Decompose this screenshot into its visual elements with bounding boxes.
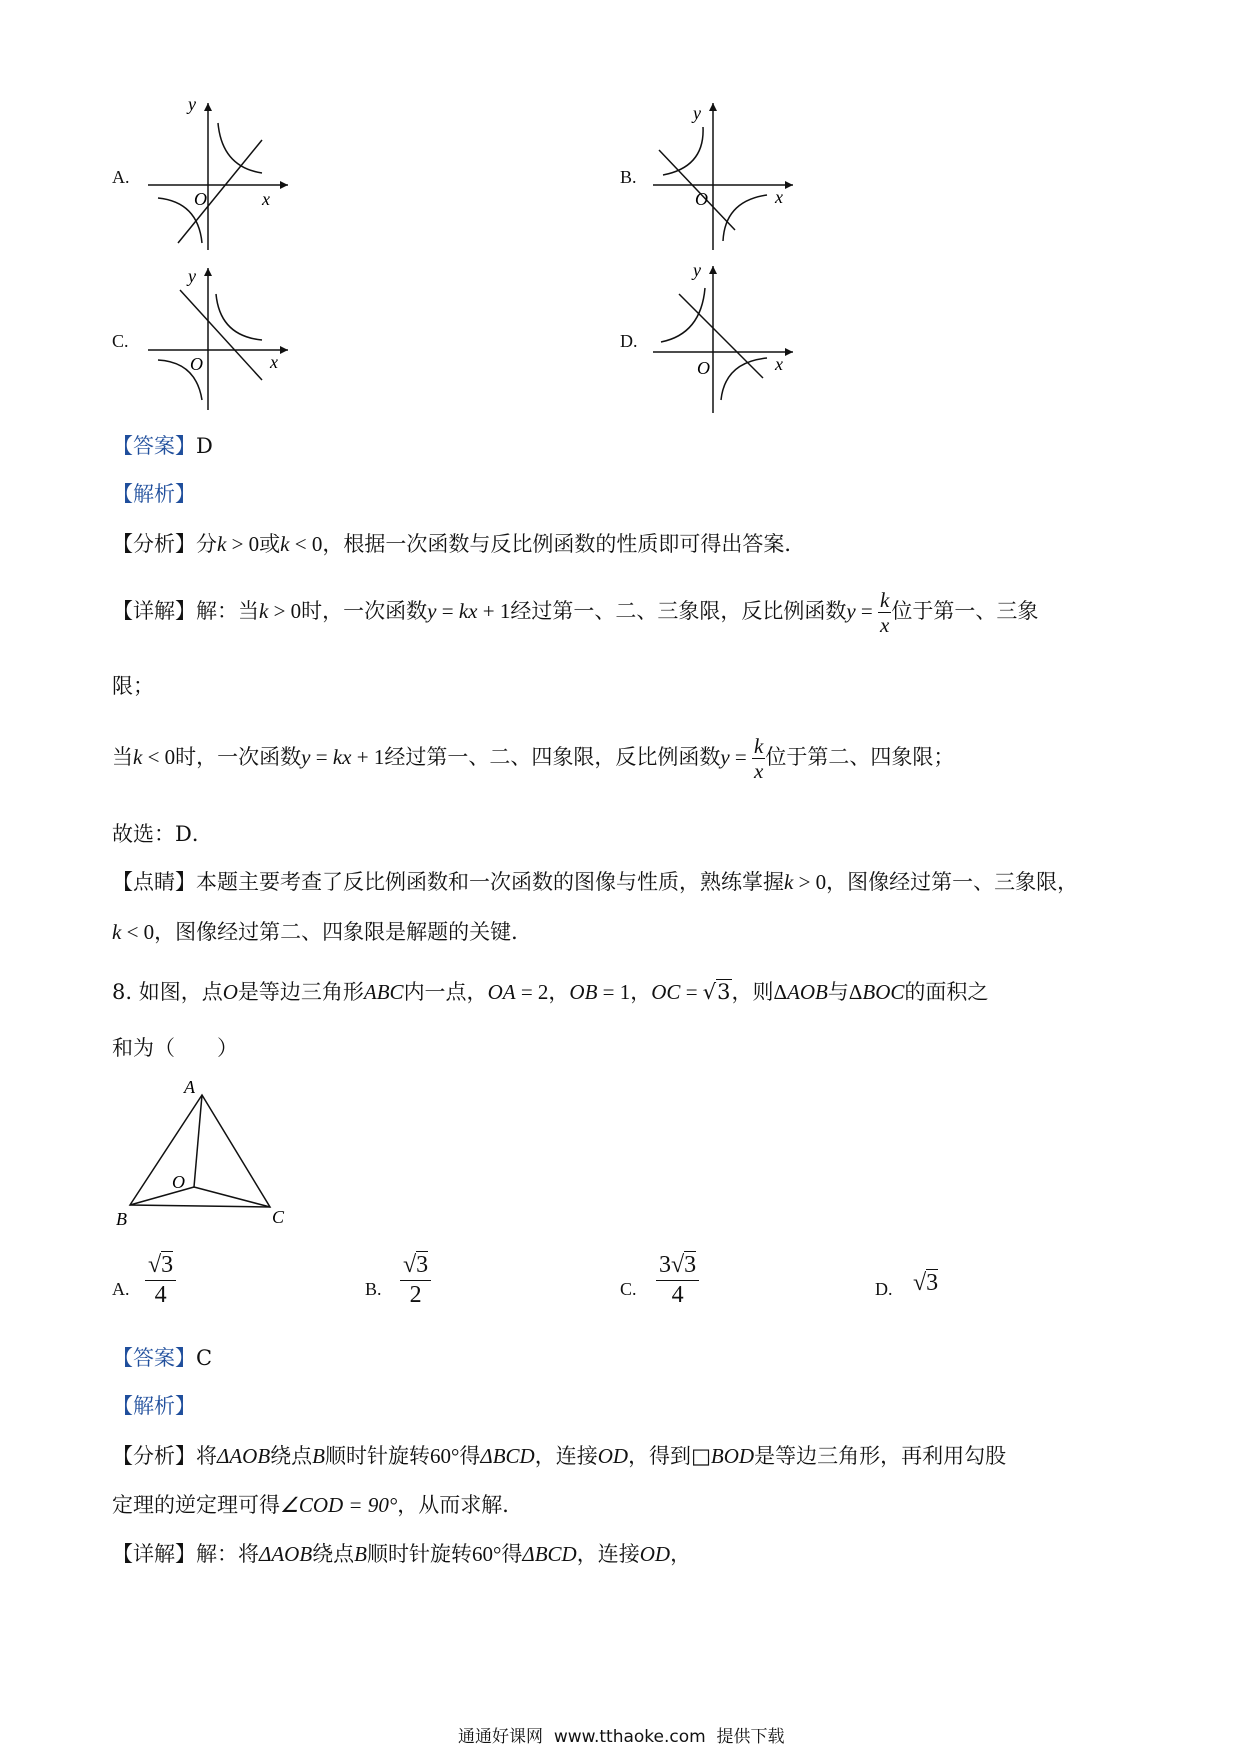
q7-analysis-tag: 【解析】: [112, 482, 196, 506]
q7-detail-line-1-cont: 限；: [112, 674, 154, 698]
graph-option-b: [645, 95, 805, 255]
q8-option-a-label: A.: [112, 1279, 130, 1299]
option-d-label: D.: [620, 331, 638, 351]
graph-c-x-label: x: [270, 352, 278, 372]
graph-option-c: [140, 260, 300, 420]
graph-b-x-label: x: [775, 187, 783, 207]
graph-d-x-label: x: [775, 354, 783, 374]
q8-analysis-tag: 【解析】: [112, 1394, 196, 1418]
vertex-a-label: A: [184, 1077, 195, 1097]
fraction-k-over-x: $\frac{k}{x}$: [880, 588, 890, 637]
q7-choose: 故选：D．: [112, 822, 213, 846]
q8-stem-line-1: 8. 如图，点O是等边三角形ABC内一点，OA = 2，OB = 1，OC = √3，则ΔAOB与ΔBOC的面积之: [112, 980, 989, 1004]
q8-fenxi-line-1: 【分析】将ΔAOB绕点B顺时针旋转60°得ΔBCD，连接OD，得到□BOD是等边三角形，再利用勾股: [112, 1444, 1007, 1468]
graph-d-y-label: y: [693, 260, 701, 280]
footer-provide: 提供下载: [716, 1727, 785, 1747]
q8-stem-line-2: 和为（ ）: [112, 1036, 238, 1060]
detail-tag: 【详解】: [112, 599, 196, 623]
fenxi-tag: 【分析】: [112, 532, 196, 556]
graph-option-a: [140, 95, 300, 255]
q7-dianjing-line-2: k < 0，图像经过第二、四象限是解题的关键．: [112, 920, 533, 944]
q8-option-b-value: √3 2: [400, 1250, 431, 1309]
q7-detail-line-2: 当k < 0时，一次函数y = kx + 1经过第一、二、四象限，反比例函数y = $\frac{k}{x}$ 位于第二、四象限；: [112, 734, 955, 783]
q7-answer-line: [112, 432, 213, 460]
graph-d-origin-label: O: [697, 358, 710, 378]
graph-option-d: [645, 258, 805, 418]
vertex-b-label: B: [116, 1209, 127, 1229]
q8-option-c-value: 3√3 4: [656, 1250, 699, 1309]
q8-detail-line-1: 【详解】解：将ΔAOB绕点B顺时针旋转60°得ΔBCD，连接OD，: [112, 1542, 692, 1566]
point-o-label: O: [172, 1172, 185, 1192]
graph-c-origin-label: O: [190, 354, 203, 374]
q8-option-b-label: B.: [365, 1279, 382, 1299]
option-c-label: C.: [112, 331, 129, 351]
graph-a-x-label: x: [262, 189, 270, 209]
q8-option-c-label: C.: [620, 1279, 637, 1299]
graph-a-y-label: y: [188, 95, 196, 114]
q7-fenxi-line: 【分析】分k > 0或k < 0，根据一次函数与反比例函数的性质即可得出答案．: [112, 532, 806, 556]
q8-option-d-label: D.: [875, 1279, 893, 1299]
triangle-figure: [110, 1075, 300, 1235]
q7-detail-line-1: 【详解】解：当k > 0时，一次函数y = kx + 1经过第一、二、三象限，反比例函数y = $\frac{k}{x}$ 位于第一、三象: [112, 588, 1039, 637]
q8-fenxi-line-2: 定理的逆定理可得∠COD = 90°，从而求解．: [112, 1493, 524, 1517]
answer-tag: 【答案】: [112, 434, 196, 458]
answer-value: D: [196, 434, 213, 458]
graph-c-y-label: y: [188, 266, 196, 286]
footer-url[interactable]: www.tthaoke.com: [553, 1727, 706, 1747]
q7-dianjing-line-1: 【点睛】本题主要考查了反比例函数和一次函数的图像与性质，熟练掌握k > 0，图像经过第一、三象限，: [112, 870, 1079, 894]
q8-option-d-value: √3: [913, 1270, 939, 1296]
graph-b-origin-label: O: [695, 189, 708, 209]
graph-a-origin-label: O: [194, 189, 207, 209]
footer-site-name: 通通好课网: [458, 1727, 543, 1747]
option-a-label: A.: [112, 167, 130, 187]
page-footer: [458, 1722, 785, 1747]
q8-answer-line: 【答案】C: [112, 1346, 213, 1370]
q8-option-a-value: √3 4: [145, 1250, 176, 1309]
option-b-label: B.: [620, 167, 637, 187]
vertex-c-label: C: [272, 1207, 285, 1227]
graph-b-y-label: y: [693, 103, 701, 123]
